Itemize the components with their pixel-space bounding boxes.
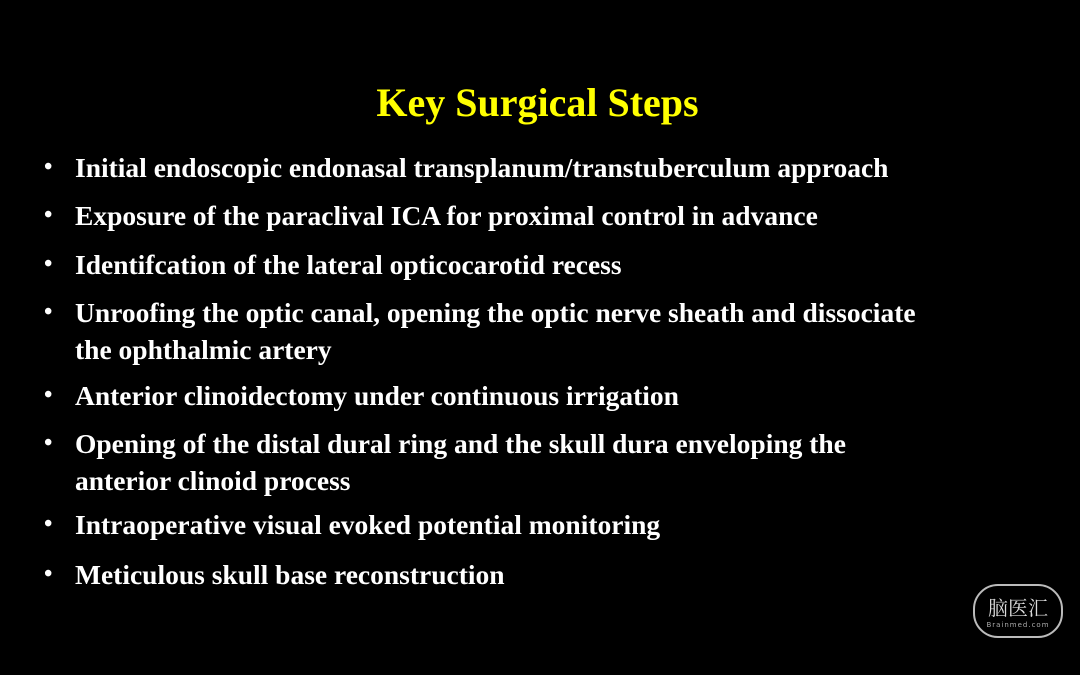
naoyihui-logo xyxy=(972,582,1064,640)
logo-chinese-text: 脑医汇 xyxy=(988,596,1048,620)
bullet-dot: • xyxy=(44,251,53,277)
bullet-item-2 xyxy=(44,197,1054,234)
bullet-dot: • xyxy=(44,154,53,180)
bullet-text: Identifcation of the lateral opticocarotid recess xyxy=(75,249,622,280)
bullet-text-continuation: the ophthalmic artery xyxy=(75,334,332,365)
bullet-dot: • xyxy=(44,430,53,456)
bullet-dot: • xyxy=(44,299,53,325)
bullet-text: Exposure of the paraclival ICA for proximal control in advance xyxy=(75,200,818,231)
bullet-dot: • xyxy=(44,561,53,587)
bullet-text: Intraoperative visual evoked potential monitoring xyxy=(75,509,661,540)
logo-latin-text: Brainmed.com xyxy=(986,621,1050,629)
bullet-item-7 xyxy=(44,506,1054,543)
bullet-item-4 xyxy=(44,294,1054,368)
bullet-item-8 xyxy=(44,556,1054,593)
slide-title: Key Surgical Steps xyxy=(376,80,699,125)
bullet-item-3 xyxy=(44,246,1054,283)
bullet-dot: • xyxy=(44,382,53,408)
bullet-text: Unroofing the optic canal, opening the optic nerve sheath and dissociate xyxy=(75,297,916,328)
bullet-item-1 xyxy=(44,149,1054,186)
bullet-dot: • xyxy=(44,202,53,228)
bullet-item-5 xyxy=(44,377,1054,414)
bullet-item-6 xyxy=(44,425,1054,499)
bullet-text: Anterior clinoidectomy under continuous irrigation xyxy=(75,380,679,411)
bullet-text: Opening of the distal dural ring and the skull dura enveloping the xyxy=(75,428,846,459)
bullet-text: Initial endoscopic endonasal transplanum/transtuberculum approach xyxy=(75,152,889,183)
bullet-text-continuation: anterior clinoid process xyxy=(75,465,351,496)
bullet-dot: • xyxy=(44,511,53,537)
bullet-text: Meticulous skull base reconstruction xyxy=(75,559,505,590)
